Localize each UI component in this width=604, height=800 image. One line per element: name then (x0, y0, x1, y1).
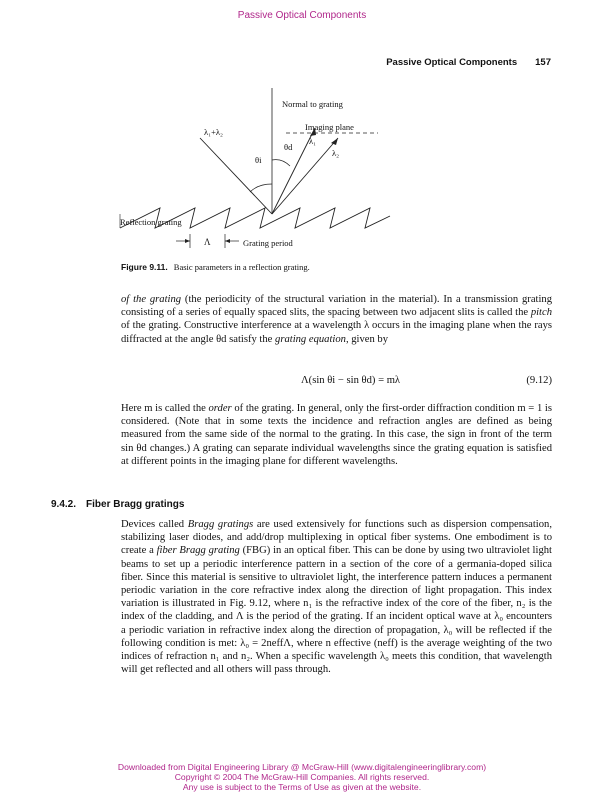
para1-italic-2: pitch (530, 307, 552, 319)
para2-italic-1: order (208, 403, 232, 414)
theta-i-arc (250, 184, 272, 192)
arrowhead-lambda2 (331, 138, 338, 145)
section-number: 9.4.2. (51, 499, 77, 510)
figure-caption-text: Basic parameters in a reflection grating. (173, 262, 310, 272)
para1-italic-3: grating equation (275, 333, 346, 345)
para3-text-3: (FBG) in an optical fiber. This can be done by using two ultraviolet light beams to set up a periodic interference pattern in a section of the core of a germania-doped silica fiber. Since this material is sensitive to ultraviolet light, the interference pattern induces a permanent periodic variation in the core refractive index along the direction of light propagation. This index variation is illustrated in Fig. 9.12, where n₁ is the refractive index of the core of the fiber, n₂ is the index of the cladding, and Λ is the period of the grating. If an incident optical wave at λ₀ encounters a periodic variation in refractive index along the direction of propagation, λ₀ will be reflected if the following condition is met: λ₀ = 2neffΛ, where n effective (neff) is the average weighting of the two indices of refraction n₁ and n₂. When a specific wavelength λ₀ meets this condition, that wavelength will get reflected and all others will pass through. (121, 545, 552, 676)
equation-number: (9.12) (526, 375, 552, 386)
label-incident: λ₁+λ₂ (204, 127, 223, 137)
paragraph-fiber-bragg (121, 518, 552, 676)
period-arrowhead-right (225, 239, 230, 243)
footer-line-copyright: Copyright © 2004 The McGraw-Hill Companies. All rights reserved. (174, 772, 430, 782)
para1-italic-1: of the grating (121, 294, 182, 305)
figure-caption-number: Figure 9.11. (121, 262, 168, 272)
running-head (386, 57, 551, 68)
page-number: 157 (535, 57, 551, 68)
label-grating-period: Grating period (243, 238, 293, 248)
label-normal: Normal to grating (282, 99, 343, 109)
running-title: Passive Optical Components (386, 57, 518, 68)
label-reflection-grating: Reflection grating (120, 217, 182, 227)
section-heading (51, 499, 184, 510)
para1-text-1: (the periodicity of the structural variation in the material). In a transmission grating consisting of a series of equally spaced slits, the spacing between two adjacent slits is called the (121, 294, 552, 319)
label-theta-i: θi (255, 155, 262, 165)
theta-d-arc (272, 160, 290, 166)
para1-text-3: , given by (345, 333, 389, 345)
footer-line-terms[interactable]: Any use is subject to the Terms of Use as given at the website. (182, 782, 422, 792)
para1-text-2: of the grating. Constructive interference at a wavelength λ occurs in the imaging plane when the rays diffracted at the angle θd satisfy the (121, 320, 552, 345)
diffracted-ray-lambda2 (272, 138, 338, 214)
period-arrowhead-left (185, 239, 190, 243)
footer-line-download[interactable]: Downloaded from Digital Engineering Library @ McGraw-Hill (www.digitalengineeringlibrary.com) (117, 762, 487, 772)
paragraph-grating-pitch (121, 293, 552, 346)
para2-text-2: of the grating. In general, only the first-order diffraction condition m = 1 is considered. (Note that in some texts the incidence and refraction angles are defined as being measured from the same side of the normal to the grating. In this case, the sign in front of the term sin θd changes.) A grating can separate individual wavelengths since the grating equation is satisfied at different points in the imaging plane for different wavelengths. (121, 403, 552, 467)
top-banner: Passive Optical Components (237, 10, 367, 21)
para2-text-1: Here m is called the (121, 403, 209, 414)
equation-9-12 (121, 375, 552, 389)
para3-text-2: are used extensively for functions such as dispersion compensation, stabilizing laser diodes, and add/drop multiplexing in optical fiber systems. One embodiment is to create a (121, 519, 552, 557)
label-imaging-plane: Imaging plane (305, 122, 354, 132)
figure-caption (121, 262, 310, 272)
grating-diagram (100, 88, 400, 258)
figure-reflection-grating (100, 88, 400, 258)
label-lambda2: λ₂ (332, 148, 340, 158)
paragraph-grating-order (121, 402, 552, 468)
equation-body: Λ(sin θi − sin θd) = mλ (301, 375, 401, 386)
label-lambda1: λ₁ (309, 136, 317, 146)
footer-notice (0, 762, 604, 792)
label-period-symbol: Λ (204, 237, 211, 247)
section-title: Fiber Bragg gratings (86, 499, 185, 510)
para3-italic-1: Bragg gratings (187, 519, 254, 530)
incident-ray (200, 138, 272, 214)
para3-italic-2: fiber Bragg grating (156, 545, 240, 557)
para3-text-1: Devices called (121, 519, 188, 530)
label-theta-d: θd (284, 142, 293, 152)
